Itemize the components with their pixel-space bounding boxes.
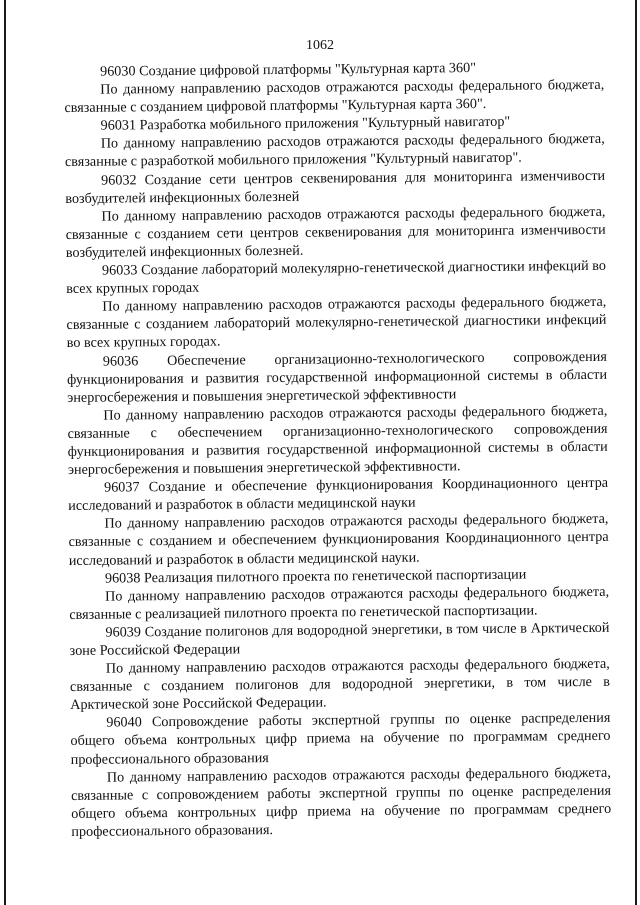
scan-border-right	[635, 0, 637, 905]
heading-96040: 96040 Сопровождение работы экспертной группы по оценке распределения общего объема контрольных цифр приема на обучение по программам среднего профессионального образования	[70, 710, 611, 768]
paragraph-96033: По данному направлению расходов отражаются расходы федерального бюджета, связанные с созданием лабораторий молекулярно-генетической диагностики инфекций во всех крупных городах.	[66, 294, 607, 352]
heading-96037: 96037 Создание и обеспечение функционирования Координационного центра исследований и разработок в области медицинской науки	[68, 474, 609, 515]
heading-96033: 96033 Создание лабораторий молекулярно-генетической диагностики инфекций во всех крупных городах	[66, 257, 607, 298]
heading-96030: 96030 Создание цифровой платформы "Культурная карта 360"	[100, 60, 477, 80]
paragraph-96038: По данному направлению расходов отражаются расходы федерального бюджета, связанные с реализацией пилотного проекта по генетической паспортизации.	[69, 583, 610, 623]
page-number: 1062	[306, 38, 334, 53]
scan-border-left	[4, 0, 6, 905]
paragraph-96031: По данному направлению расходов отражаются расходы федерального бюджета, связанные с разработкой мобильного приложения "Культурный навигатор".	[64, 131, 605, 171]
paragraph-96036: По данному направлению расходов отражаются расходы федерального бюджета, связанные с обеспечением организационно-технологического сопровождения функционирования и развития государственной информационной системы в области энергосбережения и повышения энергетической эффективности.	[67, 402, 608, 479]
heading-96032: 96032 Создание сети центров секвенирования для мониторинга изменчивости возбудителей инфекционных болезней	[65, 167, 606, 207]
heading-96039: 96039 Создание полигонов для водородной энергетики, в том числе в Арктической зоне Российской Федерации	[69, 619, 610, 659]
paragraph-96032: По данному направлению расходов отражаются расходы федерального бюджета, связанные с созданием сети центров секвенирования для мониторинга изменчивости возбудителей инфекционных болезней.	[65, 203, 606, 261]
paragraph-96040: По данному направлению расходов отражаются расходы федерального бюджета, связанные с сопровождением работы экспертной группы по оценке распределения общего объема контрольных цифр приема на обучение по программам среднего профессионального образования.	[70, 764, 612, 840]
paragraph-96039: По данному направлению расходов отражаются расходы федерального бюджета, связанные с созданием полигонов для водородной энергетики, в том числе в Арктической зоне Российской Федерации.	[69, 655, 611, 714]
heading-96036: 96036 Обеспечение организационно-технологического сопровождения функционирования и развития государственной информационной системы в области энергосбережения и повышения энергетической эффективности	[66, 348, 608, 406]
document-body	[64, 58, 611, 841]
paragraph-96030: По данному направлению расходов отражаются расходы федерального бюджета, связанные с созданием цифровой платформы "Культурная карта 360".	[64, 76, 605, 117]
heading-96038: 96038 Реализация пилотного проекта по генетической паспортизации	[104, 566, 527, 587]
paragraph-96037: По данному направлению расходов отражаются расходы федерального бюджета, связанные с созданием и обеспечением функционирования Координационного центра исследований и разработок в области медицинской науки.	[68, 511, 609, 569]
heading-96031: 96031 Разработка мобильного приложения "Культурный навигатор"	[100, 114, 511, 134]
